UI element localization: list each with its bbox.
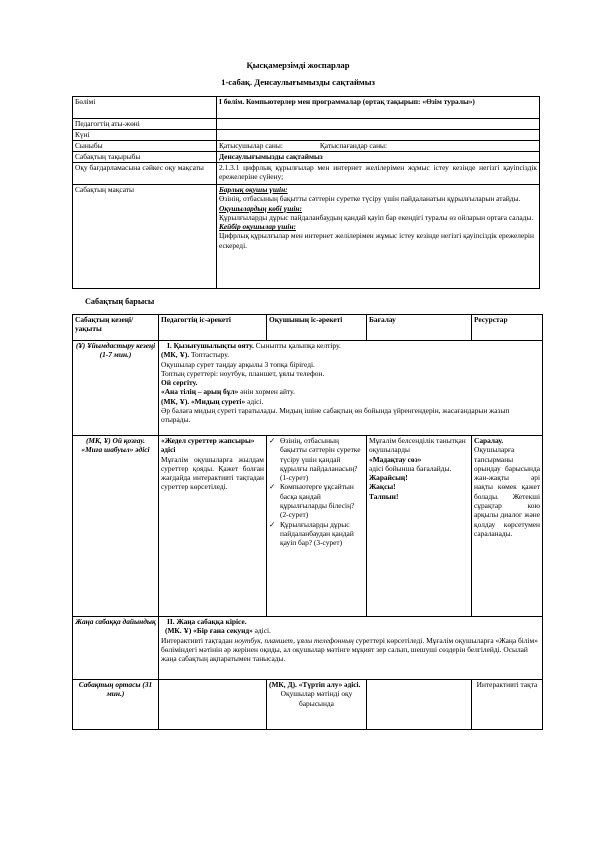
eval-text: Мұғалім белсенділік танытқан оқушыларды (369, 436, 466, 455)
stage-row (73, 341, 543, 436)
header-student: Оқушының іс-әрекеті (267, 315, 367, 341)
content-line: II. Жаңа сабаққа кірісе. (167, 617, 247, 626)
content-line (161, 397, 540, 406)
content-line (161, 350, 540, 359)
question-item: ✓ Өзінің, отбасының бақытты сәттерін суретке түсіру үшін қандай құрылғы пайдаланасың? (1-сурет) (269, 436, 364, 482)
content-line (161, 341, 540, 350)
brainstorm-row (73, 436, 543, 617)
middle-row (73, 680, 543, 730)
question-list (269, 436, 364, 548)
line-text: Топтың суреттері: ноутбук, планшет, ұялы телефон. (161, 368, 325, 378)
assessment-cell (367, 436, 472, 617)
header-assessment: Бағалау (367, 315, 472, 341)
info-label: Сыныбы (73, 141, 217, 152)
stage-label: Сабақтың ортасы (31 мин.) (73, 680, 159, 730)
header-resources: Ресурстар (472, 315, 543, 341)
goal-heading: Оқушылардың көбі үшін: (219, 203, 302, 213)
info-value: I бөлім. Компьютерлер мен программалар (ортақ тақырып: «Өзім туралы») (217, 97, 540, 119)
content-line (161, 369, 540, 378)
line-text: Оқушылар сурет таңдау арқылы 3 топқа бірігеді. (161, 359, 315, 369)
content-line (161, 360, 540, 369)
line-text: әдісі. (245, 396, 264, 406)
differentiation-text: Оқушыларға тапсырманы орындау барысында жан-жақты әрі нақты көмек қажет болады. Жетекші сұрақтар кою арқылы диалог және қолдау көрсетумен сараланады. (474, 445, 540, 538)
assessment-cell (367, 680, 472, 730)
lesson-title: 1-сабақ. Денсаулығымызды сақтаймыз (221, 77, 375, 87)
goals-cell (217, 185, 540, 289)
progress-title: Сабақтың барысы (85, 297, 155, 306)
teacher-cell (159, 436, 267, 617)
info-row-section (73, 97, 540, 119)
info-label: Бөлімі (73, 97, 217, 119)
resources-cell: Интерактивті тақта (472, 680, 543, 730)
header-stage: Сабақтың кезеңі/уақыты (73, 315, 159, 341)
info-value: Денсаулығымызды сақтаймыз (217, 152, 540, 163)
stage-label: (МК, Ұ) Ой қозғау. «Миға шабуыл» әдісі (73, 436, 159, 617)
eval-text-2: әдісі бойынша бағалайды. (369, 463, 452, 473)
line-text: Сыныпты қалыпқа келтіру. (253, 341, 341, 350)
line-text: Интерактивті тақтадан (161, 635, 235, 645)
line-bold: I. Қызығушылықты ояту. (167, 341, 254, 350)
line-bold: (МК, Ұ). (161, 350, 190, 360)
line-text: суреттері көрсетіледі. Мұғалім оқушыларға «Жаңа білім» бөліміндегі мәтінін әр жерінен оқиды, ал оқушылар мәтінге мұқият зер салып, шешуші сөздерін белгілейді. Осылай жаңа сабақтың ақпаратымен танысады. (161, 635, 538, 664)
info-row-date (73, 130, 540, 141)
info-row-teacher (73, 119, 540, 130)
line-bold: «Ана тілің – арың бұл» (161, 387, 239, 397)
goal-text: Цифрлық құрылғылар мен интернет желілерімен жұмыс істеу кезінде негізгі қауіпсіздік ережелерін ескереді. (219, 231, 534, 250)
info-row-class (73, 141, 540, 152)
stage-content (159, 341, 543, 436)
progress-table (72, 314, 543, 730)
goal-text: Өзінің, отбасының бақытты сәттерін суретке түсіру үшін пайдаланатын құрылғыларын атайды. (219, 194, 521, 204)
info-label: Күні (73, 130, 217, 141)
line-text: әнін хормен айту. (238, 387, 295, 397)
new-lesson-row (73, 617, 543, 680)
goal-heading: Кейбір оқушылар үшін: (219, 222, 297, 232)
line-bold: (МК. Ұ) «Бір ғана секунд» (165, 626, 253, 636)
info-value: Қатысушылар саны: Қатыспағандар саны: (217, 141, 540, 152)
resources-cell (472, 436, 543, 617)
content-line (161, 387, 540, 396)
info-row-topic (73, 152, 540, 163)
content-line (161, 626, 540, 635)
info-table (72, 96, 540, 289)
praise-word: Жарайсың! (369, 473, 408, 483)
content-line (161, 636, 540, 664)
info-label: Сабақтың мақсаты (73, 185, 217, 289)
student-cell (267, 436, 367, 617)
info-label: Оқу бағдарламасына сәйкес оқу мақсаты (73, 163, 217, 185)
student-cell (267, 680, 367, 730)
info-value: 2.1.3.1 цифрлық құрылғылар мен интернет желілерімен жұмыс істеу кезінде негізгі қауіпсіздік ережелеріне сүйену; (217, 163, 540, 185)
info-value (217, 130, 540, 141)
info-value (217, 119, 540, 130)
line-italic: ноутбук, планшет, ұялы телефонның (234, 635, 354, 645)
line-bold: (МК, Ұ). «Мидың суреті» (161, 396, 246, 406)
student-text: Оқушылар мәтінді оқу барысында (280, 689, 353, 708)
line-text: әдісі. (252, 626, 271, 636)
method-title: «Жедел суреттер жапсыры» әдісі (161, 436, 255, 455)
info-label: Педагогтің аты-жөні (73, 119, 217, 130)
eval-method: «Мадақтау сөз» (369, 454, 422, 464)
content-line (161, 406, 540, 425)
info-row-goals (73, 185, 540, 289)
praise-word: Жақсы! (369, 482, 396, 492)
goal-text: Құрылғыларды дұрыс пайдаланбаудың қандай қауіп бар екендігі туралы өз ойларын ортаға салады. (219, 212, 534, 222)
teacher-text: Мұғалім оқушыларға жылдам суреттер қояды. Қажет болған жағдайда интерактивті тақтадан суреттер көрсетіледі. (161, 454, 264, 492)
stage-label: (Ұ) Ұйымдастыру кезеңі (1-7 мин.) (73, 341, 159, 436)
line-bold: Ой сергіту. (161, 378, 198, 388)
progress-header-row (73, 315, 543, 341)
line-text: Әр балаға мидың суреті таратылады. Мидың ішіне сабақтың өн бойында үйренгендерін, жасағандарын жазып отырады. (161, 406, 510, 425)
page-title: Қысқамерзімді жоспарлар (246, 60, 350, 70)
teacher-cell (159, 680, 267, 730)
goal-heading: Барлық оқушы үшін: (219, 185, 288, 194)
stage-label: Жаңа сабаққа дайындық (73, 617, 159, 680)
header-teacher: Педагогтің іс-әрекеті (159, 315, 267, 341)
info-label: Сабақтың тақырыбы (73, 152, 217, 163)
differentiation-title: Саралау. (474, 436, 504, 445)
line-text: Топтастыру. (189, 350, 230, 360)
question-item: ✓ Құрылғыларды дұрыс пайдаланбаудан қандай қауіп бар? (3-сурет) (269, 520, 364, 548)
praise-word: Талпын! (369, 491, 399, 501)
content-line (161, 378, 540, 387)
question-item: ✓ Компьютерге ұқсайтын басқа қандай құрылғыларды білесің? (2-сурет) (269, 482, 364, 519)
info-row-objective (73, 163, 540, 185)
method-title: (МК, Д). «Түртіп алу» әдісі. (269, 680, 361, 689)
new-lesson-content (159, 617, 543, 680)
